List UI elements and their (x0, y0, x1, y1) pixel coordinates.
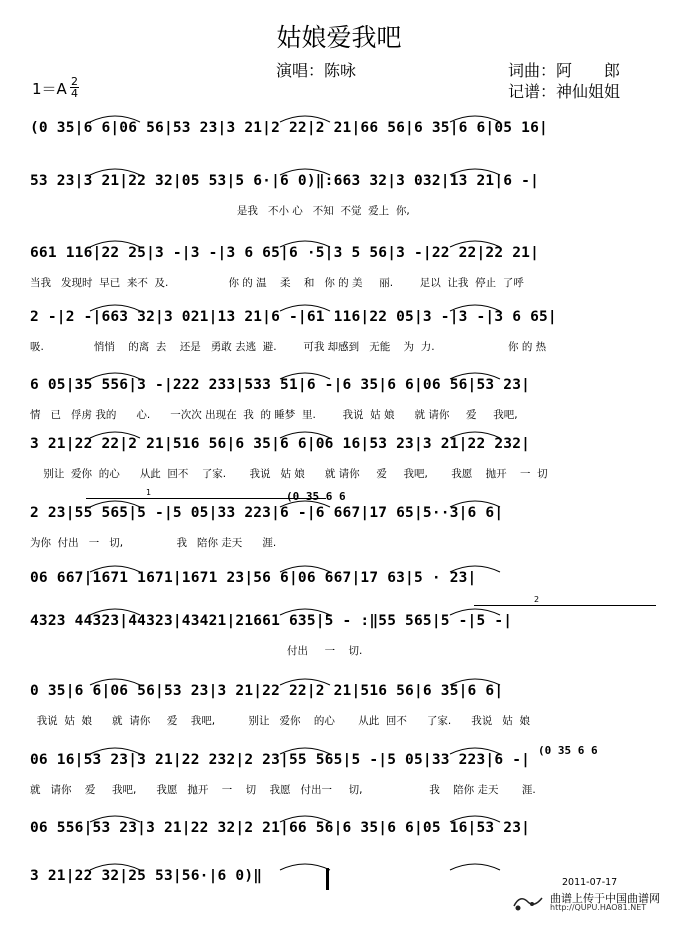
lyric-line: 付出 一 切. (30, 645, 363, 657)
score-row (30, 505, 660, 563)
notation-line: 06 16|53 23|3 21|22 232|2 23|55 565|5 -|5 05|33 223|6 -| (30, 752, 531, 768)
song-title: 姑娘爱我吧 (276, 23, 402, 52)
score-row (30, 120, 660, 178)
score-row (30, 613, 660, 671)
lyric-line: 别让 爱你 的心 从此 回不 了家. 我说 姑 娘 就 请你 爱 我吧, 我愿 抛开 一 切 (30, 468, 548, 480)
notation-line: 06 556|53 23|3 21|22 32|2 21|66 56|6 35|6 6|05 16|53 23| (30, 820, 531, 836)
score-row (30, 377, 660, 435)
lyric-line: 当我 发现时 早已 来不 及. 你 的 温 柔 和 你 的 美 丽. 足以 让我 停止 了呼 (30, 277, 524, 289)
notation-line: 2 -|2 -|663 32|3 021|13 21|6 -|61 116|22 05|3 -|3 -|3 6 65| (30, 309, 557, 325)
score-row (30, 436, 660, 494)
volta-1 (86, 488, 326, 499)
lyric-line: 我说 姑 娘 就 请你 爱 我吧, 别让 爱你 的心 从此 回不 了家. 我说 姑 娘 (30, 715, 530, 727)
date-stamp: 2011-07-17 (562, 877, 618, 888)
ossia-1: (0 35 6 6 (286, 490, 346, 503)
notation-line: 53 23|3 21|22 32|05 53|5 6·|6 0)‖:663 32|3 032|13 21|6 -| (30, 173, 539, 189)
notation-line: 6 05|35 556|3 -|222 233|533 51|6 -|6 35|6 6|06 56|53 23| (30, 377, 531, 393)
lyric-line: 吸. 悄悄 的离 去 还是 勇敢 去逃 避. 可我 却感到 无能 为 力. 你 的 热 (30, 341, 547, 353)
notation-line: 3 21|22 32|25 53|56·|6 0)‖ (30, 868, 263, 884)
footer-site-url: http://QUPU.HAO81.NET (550, 903, 647, 912)
lyric-line: 是我 不小 心 不知 不觉 爱上 你, (30, 205, 410, 217)
score-row (30, 683, 660, 741)
time-denominator: 4 (71, 87, 78, 100)
key-signature: 1＝A (32, 80, 67, 98)
lyric-line: 就 请你 爱 我吧, 我愿 抛开 一 切 我愿 付出一 切, 我 陪你 走天 涯. (30, 784, 536, 796)
score-row (30, 173, 660, 231)
volta-1-number: 1 (146, 488, 152, 497)
score-row (30, 309, 660, 367)
notation-line: 0 35|6 6|06 56|53 23|3 21|22 22|2 21|516 56|6 35|6 6| (30, 683, 504, 699)
treble-clef-icon (510, 892, 546, 914)
time-numerator: 2 (71, 75, 78, 88)
score-row (30, 245, 660, 303)
ossia-2: (0 35 6 6 (538, 744, 598, 757)
notation-line: 3 21|22 22|2 21|516 56|6 35|6 6|06 16|53 23|3 21|22 232| (30, 436, 531, 452)
footer-watermark (510, 890, 678, 915)
time-signature (70, 76, 79, 99)
score-row (30, 752, 660, 810)
transcriber-credit: 记谱：神仙姐姐 (508, 82, 621, 101)
notation-line: 06 667|1671 1671|1671 23|56 6|06 667|17 63|5 · 23| (30, 570, 477, 586)
notation-line: (0 35|6 6|06 56|53 23|3 21|2 22|2 21|66 56|6 35|6 6|05 16| (30, 120, 548, 136)
notation-line: 4323 44323|44323|43421|21661 635|5 - :‖55 565|5 -|5 -| (30, 613, 513, 629)
lyric-line: 为你 付出 一 切, 我 陪你 走天 涯. (30, 537, 277, 549)
notation-line: 661 116|22 25|3 -|3 -|3 6 65|6 ·5|3 5 56|3 -|22 22|22 21| (30, 245, 539, 261)
volta-2-number: 2 (534, 595, 540, 604)
composer-credit: 词曲：阿 郎 (508, 61, 621, 80)
lyric-line: 情 已 俘虏 我的 心. 一次次 出现在 我 的 睡梦 里. 我说 姑 娘 就 请你 爱 我吧, (30, 409, 518, 421)
singer-credit: 演唱：陈咏 (276, 61, 357, 80)
final-barline (326, 868, 329, 890)
footer-site-name: 曲谱上传于中国曲谱网 (550, 892, 660, 905)
notation-line: 2 23|55 565|5 -|5 05|33 223|6 -|6 667|17 65|5··3|6 6| (30, 505, 504, 521)
